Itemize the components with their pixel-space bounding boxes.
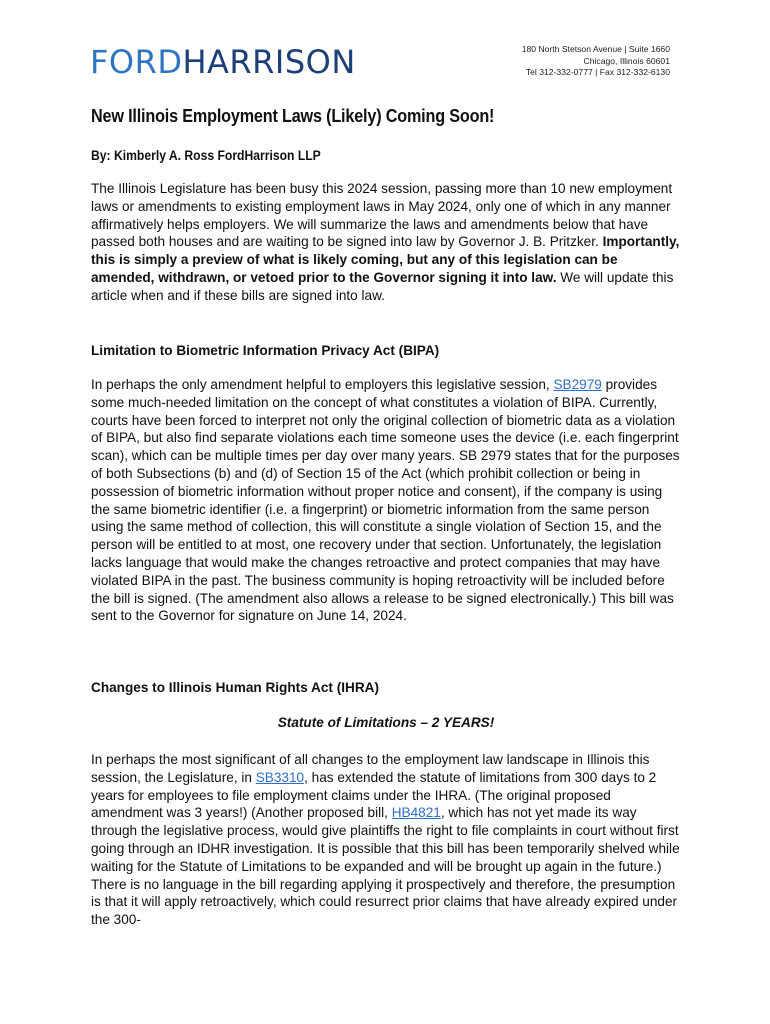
logo-harrison-text: HARRISON [182,43,356,81]
bipa-text-before-link: In perhaps the only amendment helpful to employers this legislative session, [91,377,554,392]
ihra-text-part-3: , which has not yet made its way through the legislative process, would give plaintiffs the right to file complaints in court without first going through an IDHR investigation. It is possible that this bill has been temporarily shelved while waiting for the Statute of Limitations to be expanded and will be brought up again in the future.) There is no language in the bill regarding applying it prospectively and therefore, the presumption is that it will apply retroactively, which could resurrect prior claims that have already expired under the 300- [91,805,680,928]
statute-of-limitations-subheading: Statute of Limitations – 2 YEARS! [277,715,495,730]
intro-text-1: The Illinois Legislature has been busy this 2024 session, passing more than 10 new employment laws or amendments to existing employment laws in May 2024, only one of which in any manner affirmatively helps employers. We will summarize the laws and amendments below that have passed both houses and are waiting to be signed into law by Governor J. B. Pritzker. [91,181,673,250]
fordharrison-logo [90,42,356,82]
hb4821-link[interactable]: HB4821 [391,805,441,821]
bipa-heading: Limitation to Biometric Information Privacy Act (BIPA) [91,343,440,358]
address-line-2: Chicago, Illinois 60601 [583,55,670,66]
address-line-1: 180 North Stetson Avenue | Suite 1660 [521,44,670,54]
sb3310-link[interactable]: SB3310 [255,769,305,785]
firm-address [522,44,670,79]
sb2979-link[interactable]: SB2979 [553,377,602,392]
ihra-paragraph [91,751,681,929]
article-title: New Illinois Employment Laws (Likely) Coming Soon! [91,106,495,126]
ihra-text-part-2: , has extended the statute of limitations from 300 days to 2 years for employees to file employment claims under the IHRA. (The original proposed amendment was 3 years!) (Another proposed bill, [91,769,657,821]
bipa-paragraph [91,376,681,625]
logo-ford-text: FORD [90,43,183,81]
intro-paragraph [91,180,681,305]
article-byline: By: Kimberly A. Ross FordHarrison LLP [91,148,321,163]
intro-bold-text: Importantly, this is simply a preview of what is likely coming, but any of this legislation can be amended, withdrawn, or vetoed prior to the Governor signing it into law. [91,234,680,285]
address-line-3: Tel 312-332-0777 | Fax 312-332-6130 [525,67,670,77]
intro-text-2: We will update this article when and if these bills are signed into law. [91,269,674,303]
bipa-text-after-link: provides some much-needed limitation on the concept of what constitutes a violation of BIPA. Currently, courts have been forced to interpret not only the original collection of biometric data as a violation of BIPA, but also find separate violations each time someone uses the device (i.e. each fingerprint scan), which can be multiple times per day over many years. SB 2979 states that for the purposes of both Subsections (b) and (d) of Section 15 of the Act (which prohibit collection or being in possession of biometric information without proper notice and consent), if the company is using the same biometric identifier (i.e. a fingerprint) or biometric information from the same person using the same method of collection, this will constitute a single violation of Section 15, and the person will be entitled to at most, one recovery under that section. Unfortunately, the legislation lacks language that would make the changes retroactive and protect companies that may have violated BIPA in the past. The business community is hoping retroactivity will be included before the bill is signed. (The amendment also allows a release to be signed electronically.) This bill was sent to the Governor for signature on June 14, 2024. [91,377,680,624]
ihra-text-part-1: In perhaps the most significant of all changes to the employment law landscape in Illinois this session, the Legislature, in [91,752,650,785]
ihra-heading: Changes to Illinois Human Rights Act (IHRA) [91,680,379,695]
